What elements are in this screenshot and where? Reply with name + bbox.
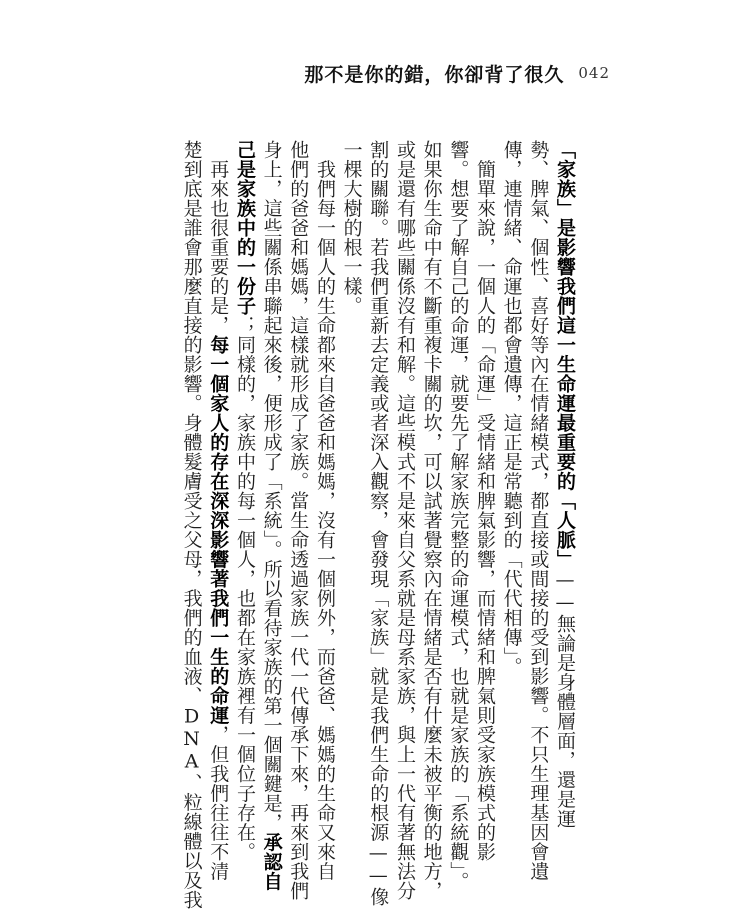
text-column [285, 140, 312, 901]
text-column [178, 140, 205, 910]
page-number: 042 [578, 64, 610, 82]
text-segment: ；同樣的，家族中的每一個人，也都在家族裡有一個位子存在。 [233, 315, 256, 862]
text-segment: 我們每一個人的生命都來自爸爸和媽媽，沒有一個例外，而爸爸、媽媽的生命又來自 [313, 140, 336, 881]
text-segment: 再來也很重要的是， [207, 140, 230, 335]
text-column [258, 140, 285, 891]
text-segment: 一棵大樹的根一樣。 [340, 140, 363, 316]
text-column [498, 140, 525, 680]
text-segment: 簡單來說，一個人的「命運」受情緒和脾氣影響，而情緒和脾氣則受家族模式的影 [473, 140, 496, 862]
text-column [311, 140, 338, 881]
text-segment: ——無論是身體層面，還是運 [554, 569, 576, 829]
text-segment: 他們的爸爸和媽媽，這樣就形成了家族。當生命透過家族一代一代傳承下來，再來到我們 [287, 140, 310, 901]
text-column [471, 140, 498, 862]
text-column [205, 140, 232, 881]
text-segment: ，但我們往往不清 [207, 725, 230, 881]
text-segment: 響。想要了解自己的命運，就要先了解家族完整的命運模式，也就是家族的「系統觀」。 [447, 140, 470, 891]
text-segment: 或是還有哪些關係沒有和解。這些模式不是來自父系就是母系家族，與上一代有著無法分 [393, 140, 416, 901]
text-segment: 勢、脾氣、個性、喜好等內在情緒模式，都直接或間接的受到影響。不只生理基因會遺 [527, 140, 550, 881]
text-segment: 身上，這些關係串聯起來後，便形成了「系統」。所以看待家族的第一個關鍵是， [260, 140, 283, 833]
text-column [418, 140, 445, 901]
text-column [525, 140, 552, 881]
text-segment: 如果你生命中有不斷重複卡關的坎，可以試著覺察內在情緒是否有什麼未被平衡的地方， [420, 140, 443, 901]
text-column [338, 140, 365, 680]
text-segment: 割的關聯。若我們重新去定義或者深入觀察，會發現「家族」就是我們生命的根源——像 [367, 140, 390, 907]
emphasis-text: 「家族」是影響我們這一生命運最重要的「人脈」 [554, 140, 576, 569]
emphasis-text: 每一個家人的存在深深影響著我們一生的命運 [207, 335, 230, 725]
running-header [304, 60, 610, 86]
text-column [365, 140, 392, 907]
text-segment: 楚到底是誰會那麼直接的影響。身體髮膚受之父母，我們的血液、DNA、粒線體以及我 [180, 140, 203, 910]
text-column [231, 140, 258, 862]
text-column [391, 140, 418, 901]
chapter-title: 那不是你的錯，你卻背了很久 [304, 63, 565, 86]
text-column [551, 140, 578, 829]
body-text [178, 140, 578, 910]
emphasis-text: 承認自 [260, 832, 283, 891]
emphasis-text: 己是家族中的一份子 [233, 140, 256, 316]
text-segment: 傳，連情緒、命運也都會遺傳，這正是常聽到的「代代相傳」。 [500, 140, 523, 677]
text-column [445, 140, 472, 891]
